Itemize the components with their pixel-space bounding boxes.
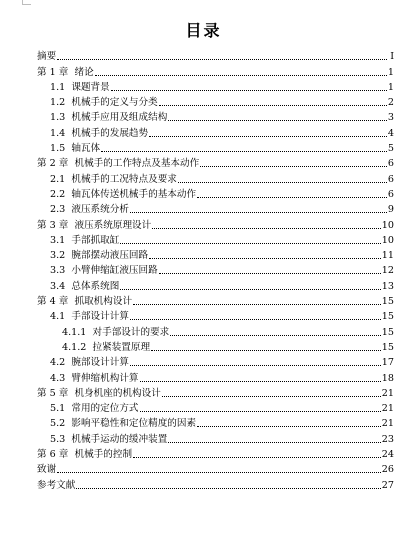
toc-leader-dots xyxy=(130,212,387,213)
toc-leader-dots xyxy=(130,319,381,320)
toc-entry-label: 2.3 液压系统分析 xyxy=(50,204,129,216)
toc-leader-dots xyxy=(57,59,387,60)
toc-entry-label: 第 1 章 绪论 xyxy=(37,66,94,78)
toc-entry-page-number: 9 xyxy=(387,204,394,216)
toc-leader-dots xyxy=(162,396,381,397)
toc-entry-label: 2.1 机械手的工况特点及要求 xyxy=(50,173,177,185)
toc-entry-page-number: 13 xyxy=(381,280,394,292)
toc-entry[interactable] xyxy=(37,79,394,94)
toc-entry-label: 4.1.1 对手部设计的要求 xyxy=(62,326,170,338)
toc-entry[interactable] xyxy=(37,155,394,170)
toc-entry-label: 5.2 影响平稳性和定位精度的因素 xyxy=(50,418,197,430)
toc-entry-label: 1.3 机械手应用及组成结构 xyxy=(50,112,168,124)
toc-entry[interactable] xyxy=(37,369,394,384)
toc-leader-dots xyxy=(151,350,381,351)
toc-entry-page-number: 1 xyxy=(387,81,394,93)
toc-entry-page-number: 6 xyxy=(387,188,394,200)
toc-entry-label: 第 5 章 机身机座的机构设计 xyxy=(37,387,161,399)
toc-entry-page-number: 17 xyxy=(381,357,394,369)
toc-entry-label: 3.3 小臂伸缩缸液压回路 xyxy=(50,265,158,277)
toc-leader-dots xyxy=(170,335,381,336)
toc-leader-dots xyxy=(57,472,381,473)
toc-entry-page-number: 5 xyxy=(387,143,394,155)
toc-entry-page-number: 15 xyxy=(381,311,394,323)
toc-entry-label: 5.3 机械手运动的缓冲装置 xyxy=(50,433,168,445)
toc-entry-page-number: 21 xyxy=(381,418,394,430)
toc-entry-page-number: 10 xyxy=(381,234,394,246)
toc-entry[interactable] xyxy=(37,170,394,185)
toc-entry[interactable] xyxy=(37,430,394,445)
toc-leader-dots xyxy=(168,442,380,443)
toc-title: 目录 xyxy=(185,21,222,40)
toc-entry-label: 摘要 xyxy=(37,51,57,63)
toc-leader-dots xyxy=(133,304,381,305)
toc-entry-label: 1.4 机械手的发展趋势 xyxy=(50,127,149,139)
toc-entry-label: 4.1.2 拉紧装置原理 xyxy=(62,341,151,353)
toc-entry-page-number: 18 xyxy=(381,372,394,384)
table-of-contents xyxy=(37,48,394,492)
toc-entry-label: 2.2 轴瓦体传送机械手的基本动作 xyxy=(50,188,197,200)
toc-entry-label: 3.1 手部抓取缸 xyxy=(50,234,120,246)
toc-entry[interactable] xyxy=(37,48,394,63)
toc-entry[interactable] xyxy=(37,140,394,155)
toc-entry-label: 4.1 手部设计计算 xyxy=(50,311,129,323)
toc-entry-label: 第 3 章 液压系统原理设计 xyxy=(37,219,152,231)
toc-entry-page-number: 3 xyxy=(387,112,394,124)
toc-entry-page-number: 15 xyxy=(381,326,394,338)
toc-leader-dots xyxy=(120,243,380,244)
toc-entry-label: 1.2 机械手的定义与分类 xyxy=(50,97,158,109)
toc-leader-dots xyxy=(197,426,381,427)
toc-entry[interactable] xyxy=(37,461,394,476)
toc-entry-label: 1.5 轴瓦体 xyxy=(50,143,101,155)
toc-leader-dots xyxy=(197,197,387,198)
toc-entry-label: 3.4 总体系统图 xyxy=(50,280,120,292)
toc-entry-page-number: 12 xyxy=(381,265,394,277)
toc-entry[interactable] xyxy=(37,308,394,323)
toc-entry[interactable] xyxy=(37,186,394,201)
toc-leader-dots xyxy=(149,258,381,259)
toc-entry-label: 3.2 腕部摆动液压回路 xyxy=(50,250,149,262)
toc-entry[interactable] xyxy=(37,354,394,369)
toc-leader-dots xyxy=(101,151,387,152)
toc-entry[interactable] xyxy=(37,446,394,461)
toc-entry-page-number: 24 xyxy=(381,449,394,461)
toc-entry-page-number: 23 xyxy=(381,433,394,445)
toc-entry[interactable] xyxy=(37,63,394,78)
toc-entry-label: 致谢 xyxy=(37,464,57,476)
toc-leader-dots xyxy=(111,90,387,91)
toc-entry[interactable] xyxy=(37,232,394,247)
toc-leader-dots xyxy=(133,457,381,458)
toc-entry-page-number: 21 xyxy=(381,403,394,415)
toc-entry[interactable] xyxy=(37,109,394,124)
toc-entry-page-number: 27 xyxy=(381,479,394,491)
toc-leader-dots xyxy=(120,289,380,290)
toc-entry-page-number: 6 xyxy=(387,173,394,185)
toc-entry[interactable] xyxy=(37,385,394,400)
toc-entry[interactable] xyxy=(37,415,394,430)
toc-entry-label: 第 6 章 机械手的控制 xyxy=(37,449,133,461)
toc-entry-page-number: 6 xyxy=(387,158,394,170)
toc-entry[interactable] xyxy=(37,201,394,216)
toc-entry-page-number: 10 xyxy=(381,219,394,231)
toc-entry-page-number: 21 xyxy=(381,387,394,399)
toc-entry[interactable] xyxy=(37,476,394,491)
toc-entry[interactable] xyxy=(37,124,394,139)
toc-leader-dots xyxy=(200,166,387,167)
toc-leader-dots xyxy=(95,75,387,76)
toc-entry-label: 4.3 臂伸缩机构计算 xyxy=(50,372,139,384)
toc-leader-dots xyxy=(140,411,381,412)
toc-leader-dots xyxy=(159,273,381,274)
toc-leader-dots xyxy=(178,182,387,183)
toc-entry-page-number: I xyxy=(390,51,394,63)
toc-entry-label: 4.2 腕部设计计算 xyxy=(50,357,129,369)
toc-entry-label: 参考文献 xyxy=(37,479,76,491)
toc-leader-dots xyxy=(149,136,387,137)
toc-entry[interactable] xyxy=(37,94,394,109)
toc-entry-label: 5.1 常用的定位方式 xyxy=(50,403,139,415)
toc-leader-dots xyxy=(140,381,381,382)
toc-entry-label: 第 4 章 抓取机构设计 xyxy=(37,296,133,308)
toc-leader-dots xyxy=(152,228,381,229)
toc-entry-page-number: 15 xyxy=(381,341,394,353)
toc-entry[interactable] xyxy=(37,262,394,277)
toc-leader-dots xyxy=(130,365,381,366)
toc-entry-page-number: 15 xyxy=(381,296,394,308)
page-corner-mark xyxy=(22,0,31,5)
toc-entry[interactable] xyxy=(37,293,394,308)
toc-leader-dots xyxy=(168,120,387,121)
toc-leader-dots xyxy=(76,488,380,489)
toc-entry[interactable] xyxy=(37,323,394,338)
toc-entry-page-number: 2 xyxy=(387,97,394,109)
toc-leader-dots xyxy=(159,105,387,106)
toc-entry[interactable] xyxy=(37,216,394,231)
toc-entry[interactable] xyxy=(37,400,394,415)
toc-entry[interactable] xyxy=(37,339,394,354)
toc-entry-page-number: 4 xyxy=(387,127,394,139)
toc-entry-page-number: 11 xyxy=(381,250,394,262)
toc-entry-page-number: 1 xyxy=(387,66,394,78)
toc-entry-label: 第 2 章 机械手的工作特点及基本动作 xyxy=(37,158,200,170)
toc-entry-page-number: 26 xyxy=(381,464,394,476)
toc-entry-label: 1.1 课题背景 xyxy=(50,81,110,93)
toc-entry[interactable] xyxy=(37,247,394,262)
toc-entry[interactable] xyxy=(37,277,394,292)
